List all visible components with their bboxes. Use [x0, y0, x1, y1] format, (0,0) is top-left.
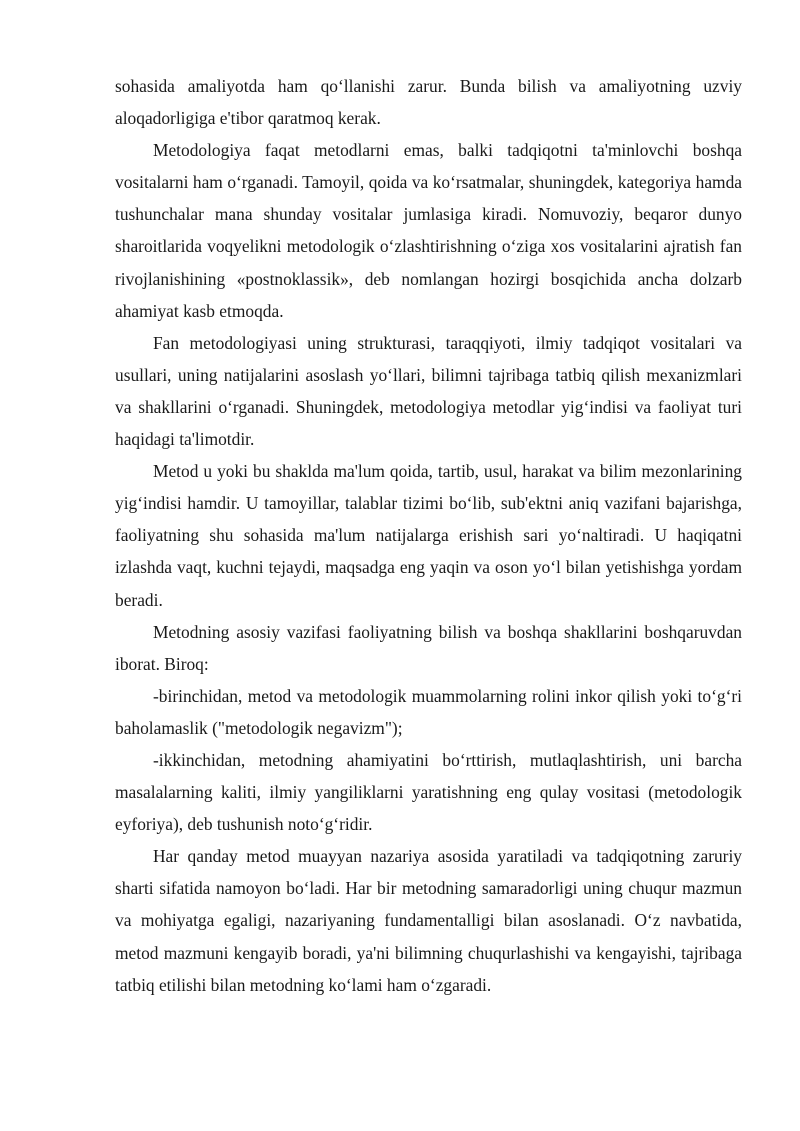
paragraph: Metod u yoki bu shaklda ma'lum qoida, tartib, usul, harakat va bilim mezonlarining yig‘indisi hamdir. U tamoyillar, talablar tizimi bo‘lib, sub'ektni aniq vazifani bajarishga, faoliyatning shu sohasida ma'lum natijalarga erishish sari yo‘naltiradi. U haqiqatni izlashda vaqt, kuchni tejaydi, maqsadga eng yaqin va oson yo‘l bilan yetishishga yordam beradi.	[115, 461, 742, 610]
list-item-paragraph: -birinchidan, metod va metodologik muammolarning rolini inkor qilish yoki to‘g‘ri baholamaslik ("metodologik negavizm");	[115, 685, 742, 738]
document-body	[115, 70, 742, 1001]
paragraph: Metodologiya faqat metodlarni emas, balki tadqiqotni ta'minlovchi boshqa vositalarni ham o‘rganadi. Tamoyil, qoida va ko‘rsatmalar, shuningdek, kategoriya hamda tushunchalar mana shunday vositalar jumlasiga kiradi. Nomuvoziy, beqaror dunyo sharoitlarida voqyelikni metodologik o‘zlashtirishning o‘ziga xos vositalarini ajratish fan rivojlanishining «postnoklassik», deb nomlangan hozirgi bosqichida ancha dolzarb ahamiyat kasb etmoqda.	[115, 140, 742, 321]
list-item-paragraph: -ikkinchidan, metodning ahamiyatini bo‘rttirish, mutlaqlashtirish, uni barcha masalalarning kaliti, ilmiy yangiliklarni yaratishning eng qulay vositasi (metodologik eyforiya), deb tushunish noto‘g‘ridir.	[115, 749, 742, 835]
paragraph: Har qanday metod muayyan nazariya asosida yaratiladi va tadqiqotning zaruriy sharti sifatida namoyon bo‘ladi. Har bir metodning samaradorligi uning chuqur mazmun va mohiyatga egaligi, nazariyaning fundamentalligi bilan asoslanadi. O‘z navbatida, metod mazmuni kengayib boradi, ya'ni bilimning chuqurlashishi va kengayishi, tajribaga tatbiq etilishi bilan metodning ko‘lami ham o‘zgaradi.	[115, 846, 742, 995]
paragraph-continuation: sohasida amaliyotda ham qo‘llanishi zarur. Bunda bilish va amaliyotning uzviy aloqadorligiga e'tibor qaratmoq kerak.	[115, 76, 742, 129]
paragraph: Fan metodologiyasi uning strukturasi, taraqqiyoti, ilmiy tadqiqot vositalari va usullari, uning natijalarini asoslash yo‘llari, bilimni tajribaga tatbiq qilish mexanizmlari va shakllarini o‘rganadi. Shuningdek, metodologiya metodlar yig‘indisi va faoliyat turi haqidagi ta'limotdir.	[115, 332, 742, 450]
paragraph: Metodning asosiy vazifasi faoliyatning bilish va boshqa shakllarini boshqaruvdan iborat. Biroq:	[115, 621, 742, 674]
